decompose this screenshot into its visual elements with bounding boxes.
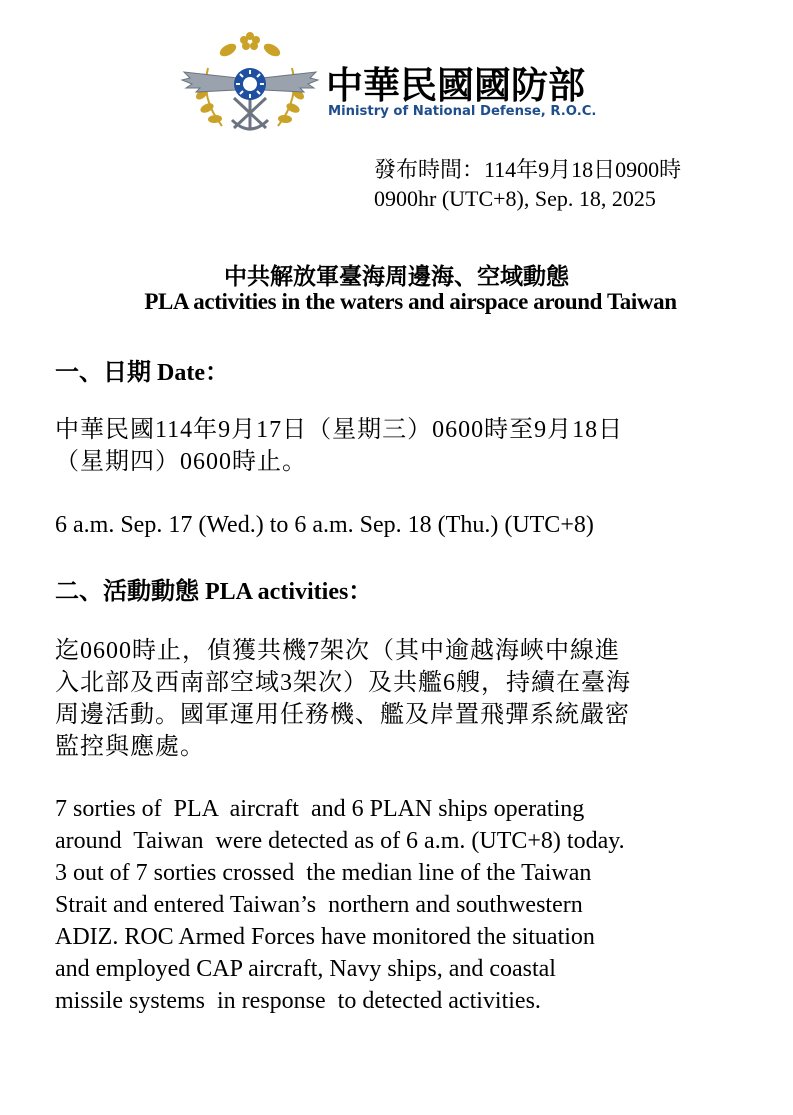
- activities-zh-line: 周邊活動。國軍運用任務機、艦及岸置飛彈系統嚴密: [55, 702, 630, 728]
- ministry-name-zh: 中華民國國防部: [326, 64, 585, 107]
- title-en: PLA activities in the waters and airspace around Taiwan: [144, 289, 677, 314]
- activities-zh-line: 入北部及西南部空域3架次）及共艦6艘，持續在臺海: [55, 670, 631, 696]
- section-date-heading: 一、日期 Date：: [55, 360, 229, 386]
- activities-zh-line: 監控與應處。: [55, 734, 205, 760]
- activities-en-line: 3 out of 7 sorties crossed the median line of the Taiwan: [55, 860, 592, 886]
- ministry-name-en: Ministry of National Defense, R.O.C.: [328, 104, 597, 119]
- date-zh-line: （星期四）0600時止。: [55, 449, 307, 475]
- date-en: 6 a.m. Sep. 17 (Wed.) to 6 a.m. Sep. 18 (Thu.) (UTC+8): [55, 512, 594, 538]
- title-zh: 中共解放軍臺海周邊海、空域動態: [224, 264, 569, 289]
- activities-en-line: ADIZ. ROC Armed Forces have monitored the situation: [55, 924, 595, 950]
- activities-en-line: and employed CAP aircraft, Navy ships, and coastal: [55, 956, 556, 982]
- activities-en-line: around Taiwan were detected as of 6 a.m. (UTC+8) today.: [55, 828, 625, 854]
- release-time-en: 0900hr (UTC+8), Sep. 18, 2025: [374, 186, 656, 211]
- ministry-emblem-icon: [180, 28, 320, 146]
- release-time-zh: 發布時間：114年9月18日0900時: [374, 157, 682, 182]
- activities-en-line: Strait and entered Taiwan’s northern and southwestern: [55, 892, 583, 918]
- activities-en-line: 7 sorties of PLA aircraft and 6 PLAN ships operating: [55, 796, 585, 822]
- activities-en-line: missile systems in response to detected activities.: [55, 988, 541, 1014]
- activities-zh-line: 迄0600時止，偵獲共機7架次（其中逾越海峽中線進: [55, 638, 620, 664]
- date-zh-line: 中華民國114年9月17日（星期三）0600時至9月18日: [55, 417, 624, 443]
- section-activities-heading: 二、活動動態 PLA activities：: [55, 579, 373, 605]
